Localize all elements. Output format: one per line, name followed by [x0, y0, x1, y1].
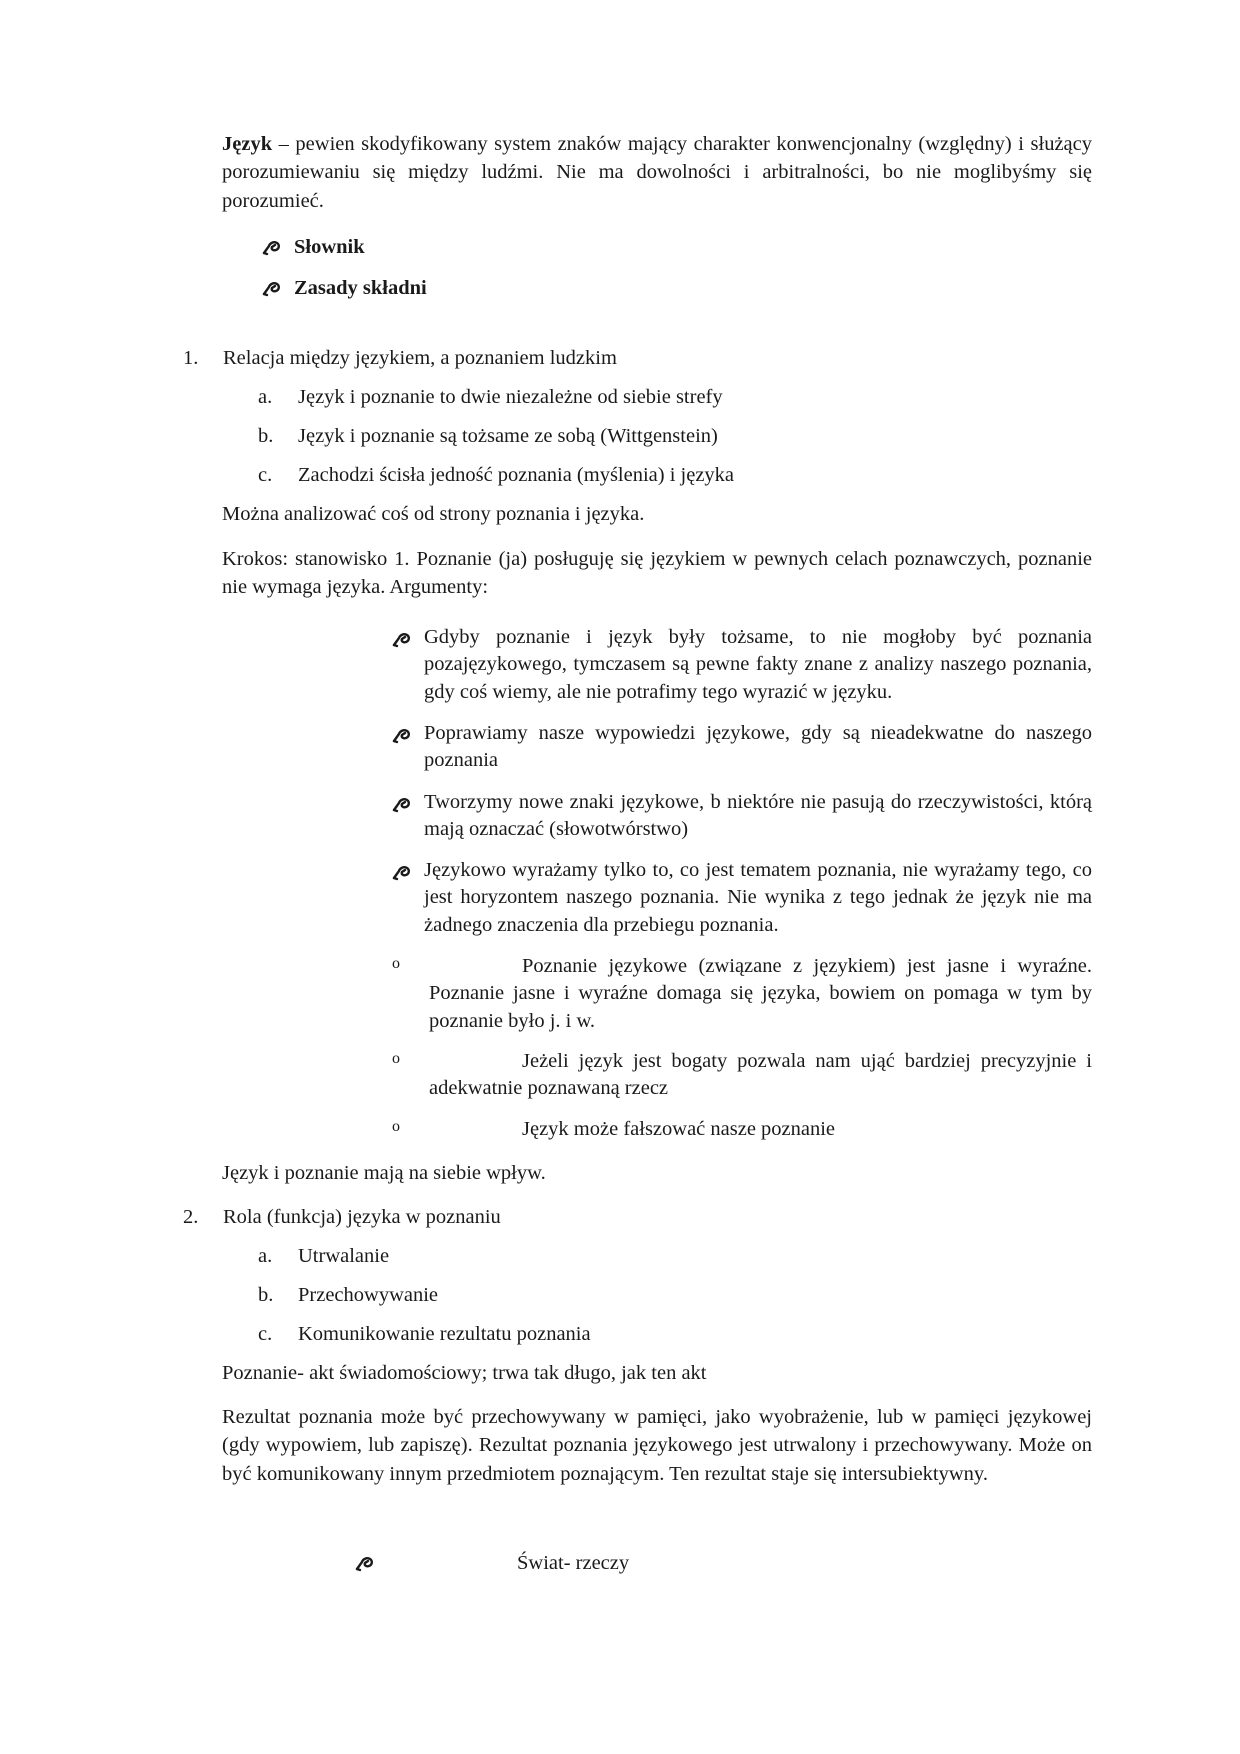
list-item: c. Zachodzi ścisła jedność poznania (myślenia) i języka	[258, 464, 735, 486]
bold-bullet	[262, 233, 365, 261]
circle-bullet-icon: o	[392, 1118, 400, 1135]
hand-pointer-icon	[262, 233, 282, 257]
paragraph-krokos: Krokos: stanowisko 1. Poznanie (ja) posługuję się językiem w pewnych celach poznawczych, poznanie nie wymaga języka. Argumenty:	[222, 548, 1092, 599]
hand-pointer-icon	[392, 720, 412, 775]
bold-bullet	[262, 274, 427, 302]
section2-number: 2.	[183, 1206, 199, 1228]
section1-number: 1.	[183, 347, 199, 369]
sub-point: o Jeżeli język jest bogaty pozwala nam ująć bardziej precyzyjnie i adekwatnie poznawaną rzecz	[392, 1050, 1092, 1100]
sub-point: o Język może fałszować nasze poznanie	[392, 1118, 836, 1140]
argument-item: Gdyby poznanie i język były tożsame, to nie mogłoby być poznania pozajęzykowego, tymczasem są pewne fakty znane z analizy naszego poznania, gdy coś wiemy, ale nie potrafimy tego wyrazić w języku.	[392, 624, 1092, 706]
term-jezyk: Język	[222, 133, 273, 155]
argument-item: Tworzymy nowe znaki językowe, b niektóre nie pasują do rzeczywistości, którą mają oznaczać (słowotwórstwo)	[392, 789, 1092, 844]
paragraph-result: Rezultat poznania może być przechowywany w pamięci, jako wyobrażenie, lub w pamięci językowej (gdy wypowiem, lub zapiszę). Rezultat poznania językowego jest utrwalony i przechowywany. Może on być komunikowany innym przedmiotem poznającym. Ten rezultat staje się intersubiektywny.	[222, 1406, 1092, 1485]
circle-bullet-icon: o	[392, 1050, 400, 1067]
bullet-zasady-skladni: Zasady składni	[294, 277, 427, 299]
hand-pointer-icon	[392, 789, 412, 844]
final-bullet	[355, 1549, 629, 1577]
paragraph-influence: Język i poznanie mają na siebie wpływ.	[222, 1162, 546, 1184]
final-bullet-text: Świat- rzeczy	[517, 1552, 630, 1574]
list-item: b. Język i poznanie są tożsame ze sobą (Wittgenstein)	[258, 425, 718, 447]
list-item: a. Utrwalanie	[258, 1245, 390, 1267]
sub-point: o Poznanie językowe (związane z językiem) jest jasne i wyraźne. Poznanie jasne i wyraźne domaga się języka, bowiem on pomaga w tym by poznanie było j. i w.	[392, 955, 1092, 1032]
hand-pointer-icon	[392, 624, 412, 706]
paragraph-act: Poznanie- akt świadomościowy; trwa tak długo, jak ten akt	[222, 1362, 707, 1384]
hand-pointer-icon	[355, 1549, 375, 1573]
paragraph-analyze: Można analizować coś od strony poznania i języka.	[222, 503, 645, 525]
argument-item: Poprawiamy nasze wypowiedzi językowe, gdy są nieadekwatne do naszego poznania	[392, 720, 1092, 775]
intro-definition: – pewien skodyfikowany system znaków mający charakter konwencjonalny (względny) i służący porozumiewaniu się między ludźmi. Nie ma dowolności i arbitralności, bo nie moglibyśmy się porozumieć.	[222, 133, 1092, 212]
argument-item: Językowo wyrażamy tylko to, co jest tematem poznania, nie wyrażamy tego, co jest horyzontem naszego poznania. Nie wynika z tego jednak że język nie ma żadnego znaczenia dla przebiegu poznania.	[392, 857, 1092, 939]
section2-title: Rola (funkcja) języka w poznaniu	[223, 1206, 501, 1228]
section1-title: Relacja między językiem, a poznaniem ludzkim	[223, 347, 617, 369]
intro-paragraph	[222, 130, 1092, 215]
hand-pointer-icon	[262, 274, 282, 298]
section1-heading	[183, 344, 617, 372]
circle-bullet-icon: o	[392, 955, 400, 972]
hand-pointer-icon	[392, 857, 412, 939]
list-item: a. Język i poznanie to dwie niezależne od siebie strefy	[258, 386, 723, 408]
bullet-slownik: Słownik	[294, 236, 365, 258]
list-item: c. Komunikowanie rezultatu poznania	[258, 1323, 591, 1345]
list-item: b. Przechowywanie	[258, 1284, 439, 1306]
section2-heading	[183, 1203, 501, 1231]
